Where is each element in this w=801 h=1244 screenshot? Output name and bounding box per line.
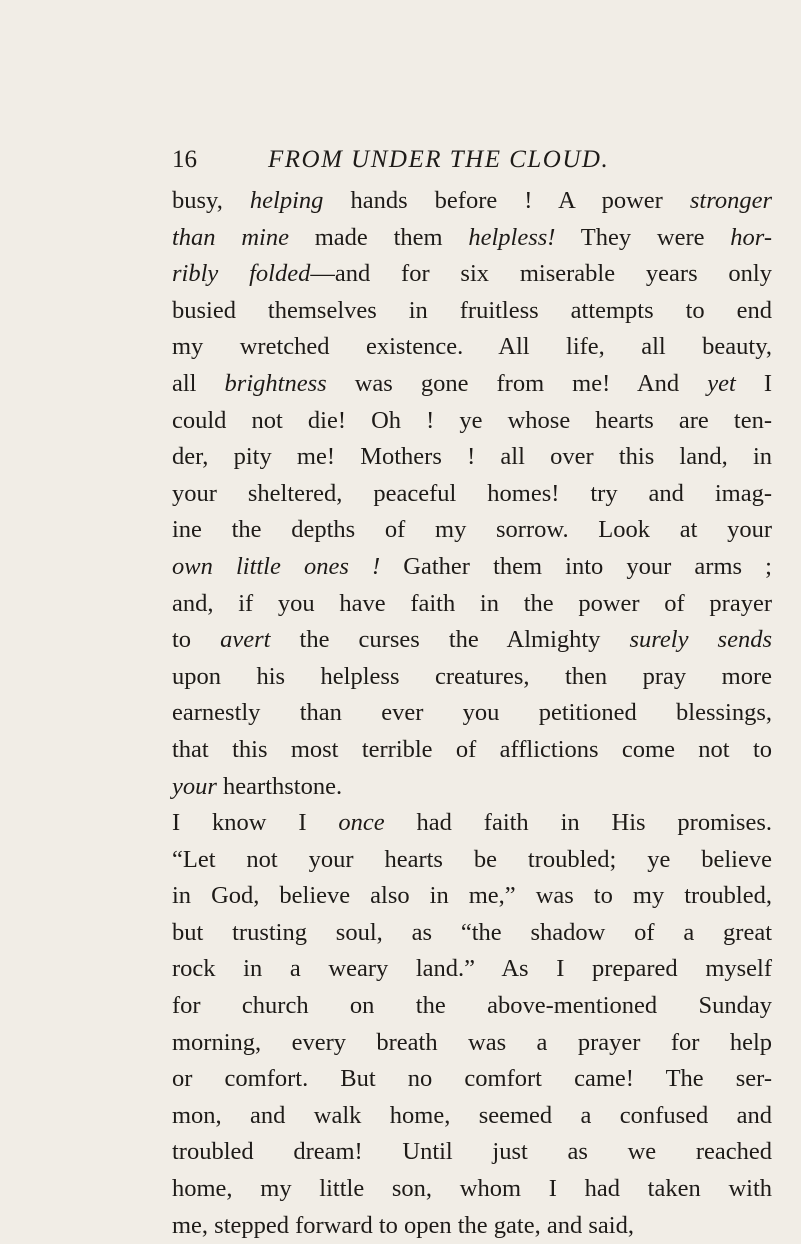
text-line [172, 659, 772, 696]
italic-text: own little ones ! [172, 552, 381, 580]
text-line [172, 805, 772, 842]
text-line [172, 586, 772, 623]
text-line [172, 403, 772, 440]
italic-text: stronger [689, 187, 772, 214]
text-line [172, 220, 772, 257]
text-run: —and for six miserable years only [310, 260, 772, 288]
text-line [172, 476, 772, 513]
text-run: rock in a weary land.” As I prepared myself [172, 955, 772, 983]
text-run: Gather them into your arms ; [380, 552, 772, 580]
text-run: to [172, 626, 221, 654]
text-run: troubled dream! Until just as we reached [172, 1138, 772, 1166]
text-run: that this most terrible of afflictions come not to [172, 735, 772, 763]
text-line [172, 951, 772, 988]
text-run: busied themselves in fruitless attempts to end [172, 296, 772, 324]
text-line [172, 842, 772, 879]
text-run: your sheltered, peaceful homes! try and imag- [172, 479, 772, 507]
text-line [172, 366, 772, 403]
text-run: me, stepped forward to open the gate, and said, [172, 1211, 634, 1239]
text-run: der, pity me! Mothers ! all over this land, in [172, 443, 772, 471]
text-line [172, 1208, 772, 1244]
text-run: all [172, 369, 225, 397]
text-line [172, 769, 772, 806]
text-line [172, 183, 772, 220]
italic-text: helpless! [468, 223, 556, 251]
text-line [172, 256, 772, 293]
text-run: my wretched existence. All life, all beauty, [172, 333, 772, 361]
page-header [172, 143, 772, 179]
paragraph [172, 805, 772, 1244]
text-line [172, 293, 772, 330]
text-line [172, 988, 772, 1025]
text-run: or comfort. But no comfort came! The ser- [172, 1065, 772, 1093]
italic-text: brightness [224, 369, 327, 397]
text-line [172, 622, 772, 659]
text-run: upon his helpless creatures, then pray more [172, 662, 772, 690]
text-run: in God, believe also in me,” was to my troubled, [172, 882, 772, 910]
text-run: could not die! Oh ! ye whose hearts are ten- [172, 406, 772, 434]
italic-text: avert [220, 626, 271, 654]
italic-text: than mine [172, 223, 289, 251]
text-line [172, 439, 772, 476]
italic-text: your [172, 772, 217, 800]
text-run: had faith in His promises. [384, 809, 773, 837]
text-run: made them [288, 223, 469, 251]
text-run: I [735, 369, 772, 397]
text-line [172, 732, 772, 769]
paragraph [172, 183, 772, 805]
page-number: 16 [172, 146, 197, 173]
text-line [172, 329, 772, 366]
text-run: and, if you have faith in the power of prayer [172, 589, 772, 617]
text-run: I know I [172, 809, 339, 837]
text-line [172, 1098, 772, 1135]
text-run: hands before ! A power [323, 187, 690, 214]
text-run: busy, [172, 187, 250, 214]
text-line [172, 1171, 772, 1208]
text-run: for church on the above-mentioned Sunday [172, 992, 772, 1020]
text-line [172, 512, 772, 549]
text-line [172, 1061, 772, 1098]
text-run: home, my little son, whom I had taken with [172, 1175, 772, 1203]
running-title: FROM UNDER THE CLOUD. [268, 146, 610, 173]
text-run: but trusting soul, as “the shadow of a great [172, 918, 772, 946]
italic-text: once [338, 809, 385, 837]
text-run: They were [555, 223, 731, 251]
text-line [172, 549, 772, 586]
text-line [172, 1025, 772, 1062]
text-run: morning, every breath was a prayer for help [172, 1028, 772, 1056]
text-run: earnestly than ever you petitioned blessings, [172, 699, 772, 727]
text-run: hearthstone. [216, 772, 343, 800]
italic-text: ribly folded [172, 260, 311, 288]
text-line [172, 1134, 772, 1171]
italic-text: helping [249, 187, 324, 214]
text-run: was gone from me! And [326, 369, 708, 397]
text-run: mon, and walk home, seemed a confused and [172, 1101, 772, 1129]
text-run: “Let not your hearts be troubled; ye believe [172, 845, 772, 873]
italic-text: surely sends [629, 626, 772, 654]
text-line [172, 695, 772, 732]
text-run: ine the depths of my sorrow. Look at your [172, 516, 772, 544]
italic-text: yet [707, 369, 736, 397]
text-line [172, 915, 772, 952]
text-run: the curses the Almighty [270, 626, 630, 654]
body-text [172, 183, 772, 1244]
italic-text: hor- [730, 223, 772, 251]
text-line [172, 878, 772, 915]
